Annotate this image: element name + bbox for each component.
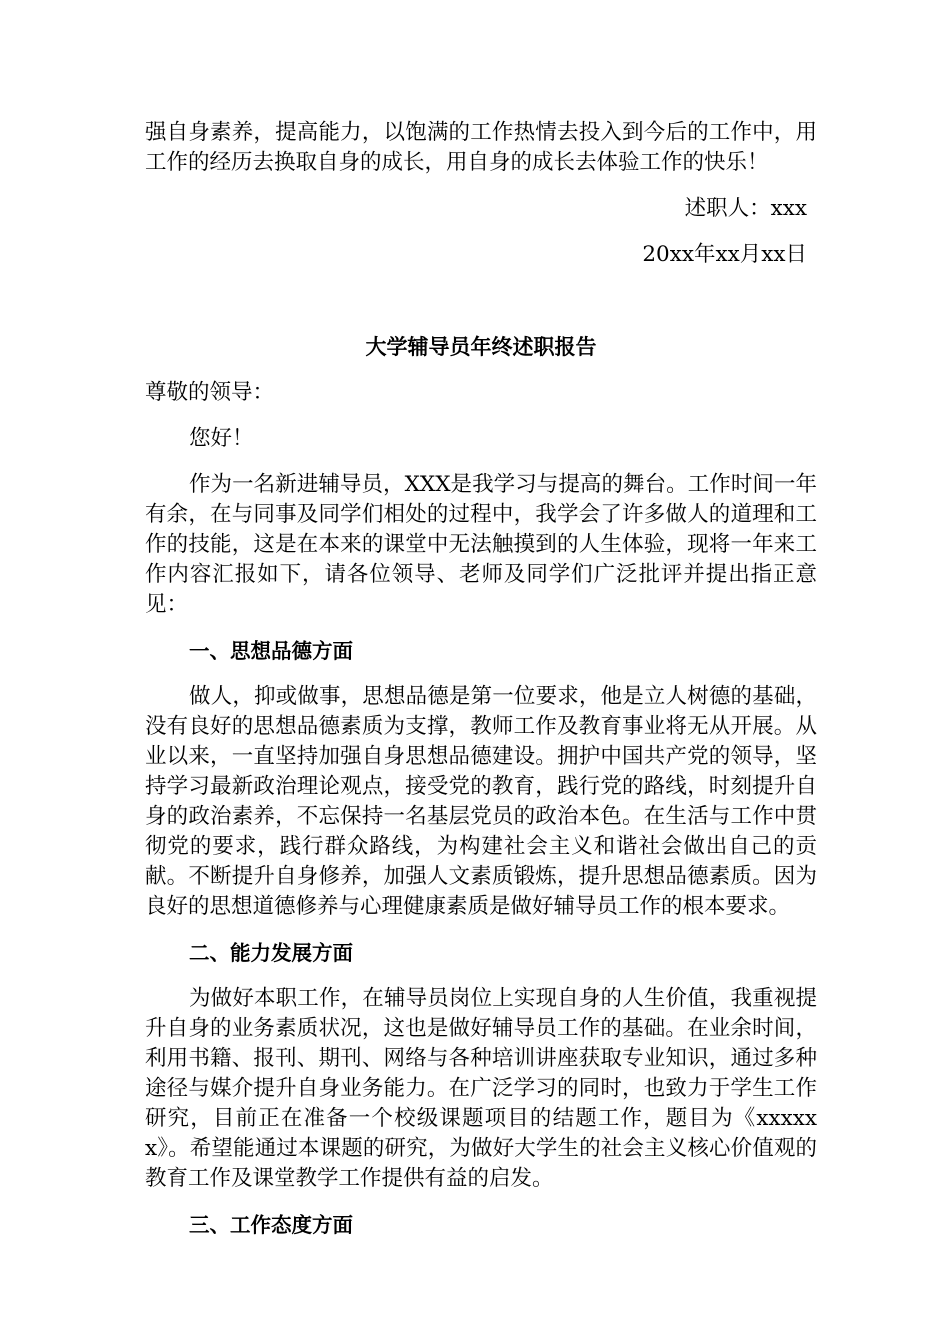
section-body-1: 做人，抑或做事，思想品德是第一位要求，他是立人树德的基础，没有良好的思想品德素质为支撑，教师工作及教育事业将无从开展。从业以来，一直坚持加强自身思想品德建设。拥护中国共产党的领导，坚持学习最新政治理论观点，接受党的教育，践行党的路线，时刻提升自身的政治素养，不忘保持一名基层党员的政治本色。在生活与工作中贯彻党的要求，践行群众路线，为构建社会主义和谐社会做出自己的贡献。不断提升自身修养，加强人文素质锻炼，提升思想品德素质。因为良好的思想道德修养与心理健康素质是做好辅导员工作的根本要求。: [145, 684, 817, 919]
date: 20xx年xx月xx日: [642, 242, 807, 267]
section-heading-1: 一、思想品德方面: [189, 639, 353, 663]
document-page: [145, 118, 817, 1240]
section-heading-2: 二、能力发展方面: [189, 941, 353, 965]
report-title: 大学辅导员年终述职报告: [365, 335, 597, 359]
closing-paragraph: 强自身素养，提高能力，以饱满的工作热情去投入到今后的工作中，用工作的经历去换取自身的成长，用自身的成长去体验工作的快乐！: [145, 120, 817, 175]
salutation: 尊敬的领导：: [145, 380, 275, 405]
section-heading-3: 三、工作态度方面: [189, 1213, 353, 1237]
intro-paragraph: 作为一名新进辅导员，XXX是我学习与提高的舞台。工作时间一年有余，在与同事及同学们相处的过程中，我学会了许多做人的道理和工作的技能，这是在本来的课堂中无法触摸到的人生体验，现将一年来工作内容汇报如下，请各位领导、老师及同学们广泛批评并提出指正意见：: [145, 472, 817, 617]
signature: 述职人：xxx: [684, 196, 807, 221]
greeting: 您好！: [189, 426, 254, 451]
section-body-2: 为做好本职工作，在辅导员岗位上实现自身的人生价值，我重视提升自身的业务素质状况，这也是做好辅导员工作的基础。在业余时间，利用书籍、报刊、期刊、网络与各种培训讲座获取专业知识，通过多种途径与媒介提升自身业务能力。在广泛学习的同时，也致力于学生工作研究，目前正在准备一个校级课题项目的结题工作，题目为《xxxxxx》。希望能通过本课题的研究，为做好大学生的社会主义核心价值观的教育工作及课堂教学工作提供有益的启发。: [145, 986, 817, 1191]
